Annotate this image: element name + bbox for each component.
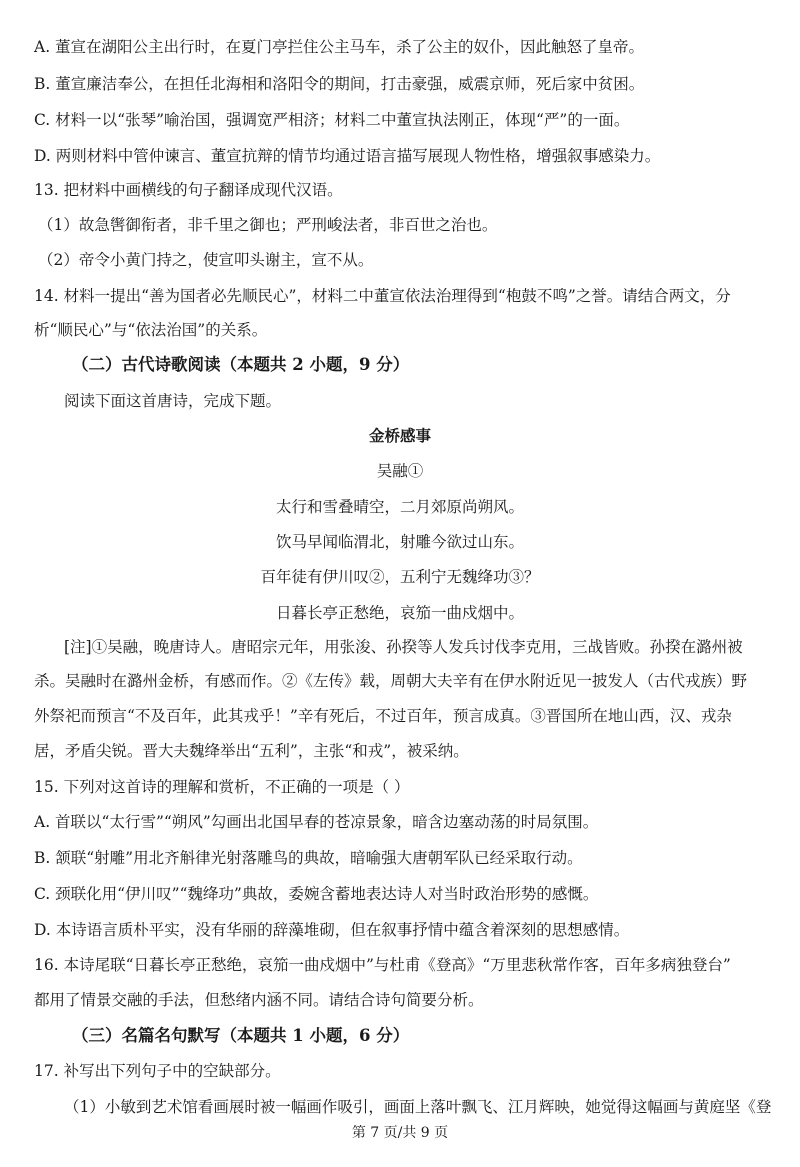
q15-option-d: D. 本诗语言质朴平实，没有华丽的辞藻堆砌，但在叙事抒情中蕴含着深刻的思想感情。 [34, 921, 630, 939]
q14-line-2: 析“顺民心”与“依法治国”的关系。 [34, 321, 268, 339]
q16-line-1: 16. 本诗尾联“日暮长亭正愁绝，哀笳一曲戍烟中”与杜甫《登高》“万里悲秋常作客，百年多病独登台” [34, 956, 731, 974]
poem-note-line-2: 杀。吴融时在潞州金桥，有感而作。②《左传》载，周朝大夫辛有在伊水附近见一披发人（古代戎族）野 [34, 672, 748, 690]
page-footer: 第 7 页/共 9 页 [351, 1125, 449, 1141]
q13-item-2: （2）帝令小黄门持之，使宣叩头谢主，宣不从。 [38, 251, 374, 269]
q15-option-a: A. 首联以“太行雪”“朔风”勾画出北国早春的苍凉景象，暗含边塞动荡的时局氛围。 [34, 813, 599, 831]
q16-line-2: 都用了情景交融的手法，但愁绪内涵不同。请结合诗句简要分析。 [34, 991, 484, 1009]
section-3-heading: （三）名篇名句默写（本题共 1 小题，6 分） [72, 1026, 410, 1045]
poem-author: 吴融① [376, 462, 424, 480]
poem-line-1: 太行和雪叠晴空，二月郊原尚朔风。 [275, 498, 524, 516]
q12-option-a: A. 董宣在湖阳公主出行时，在夏门亭拦住公主马车，杀了公主的奴仆，因此触怒了皇帝。 [34, 38, 645, 56]
section-2-heading: （二）古代诗歌阅读（本题共 2 小题，9 分） [72, 355, 410, 374]
q15-stem: 15. 下列对这首诗的理解和赏析，不正确的一项是（ ） [34, 778, 410, 796]
q15-option-c: C. 颈联化用“伊川叹”“魏绛功”典故，委婉含蓄地表达诗人对当时政治形势的感慨。 [34, 885, 599, 903]
poem-note-line-4: 居，矛盾尖锐。晋大夫魏绛举出“五利”，主张“和戎”，被采纳。 [34, 742, 469, 760]
poem-line-3: 百年徒有伊川叹②，五利宁无魏绛功③？ [260, 568, 540, 586]
poem-line-4: 日暮长亭正愁绝，哀笳一曲戍烟中。 [275, 604, 524, 622]
poem-note-line-3: 外祭祀而预言“不及百年，此其戎乎！”辛有死后，不过百年，预言成真。③晋国所在地山西，汉、戎杂 [34, 707, 732, 725]
q12-option-c: C. 材料一以“张琴”喻治国，强调宽严相济；材料二中董宣执法刚正，体现“严”的一面。 [34, 111, 630, 129]
poem-line-2: 饮马早闻临渭北，射雕今欲过山东。 [275, 533, 524, 551]
q17-stem: 17. 补写出下列句子中的空缺部分。 [34, 1062, 281, 1080]
poem-note-line-1: [注]①吴融，晚唐诗人。唐昭宗元年，用张浚、孙揆等人发兵讨伐李克用，三战皆败。孙揆在潞州被 [64, 638, 743, 656]
section-2-intro: 阅读下面这首唐诗，完成下题。 [64, 392, 282, 410]
q14-line-1: 14. 材料一提出“善为国者必先顺民心”，材料二中董宣依法治理得到“枹鼓不鸣”之誉。请结合两文，分 [34, 287, 731, 305]
q17-item-1: （1）小敏到艺术馆看画展时被一幅画作吸引，画面上落叶飘飞、江月辉映，她觉得这幅画与黄庭坚《登 [64, 1098, 772, 1116]
q15-option-b: B. 颔联“射雕”用北齐斛律光射落雕鸟的典故，暗喻强大唐朝军队已经采取行动。 [34, 849, 583, 867]
poem-title: 金桥感事 [368, 426, 431, 445]
q12-option-d: D. 两则材料中管仲谏言、董宣抗辩的情节均通过语言描写展现人物性格，增强叙事感染力。 [34, 147, 661, 165]
q13-stem: 13. 把材料中画横线的句子翻译成现代汉语。 [34, 181, 343, 199]
q12-option-b: B. 董宣廉洁奉公，在担任北海相和洛阳令的期间，打击豪强，威震京师，死后家中贫困。 [34, 75, 645, 93]
q13-item-1: （1）故急辔御衔者，非千里之御也；严刑峻法者，非百世之治也。 [38, 216, 498, 234]
